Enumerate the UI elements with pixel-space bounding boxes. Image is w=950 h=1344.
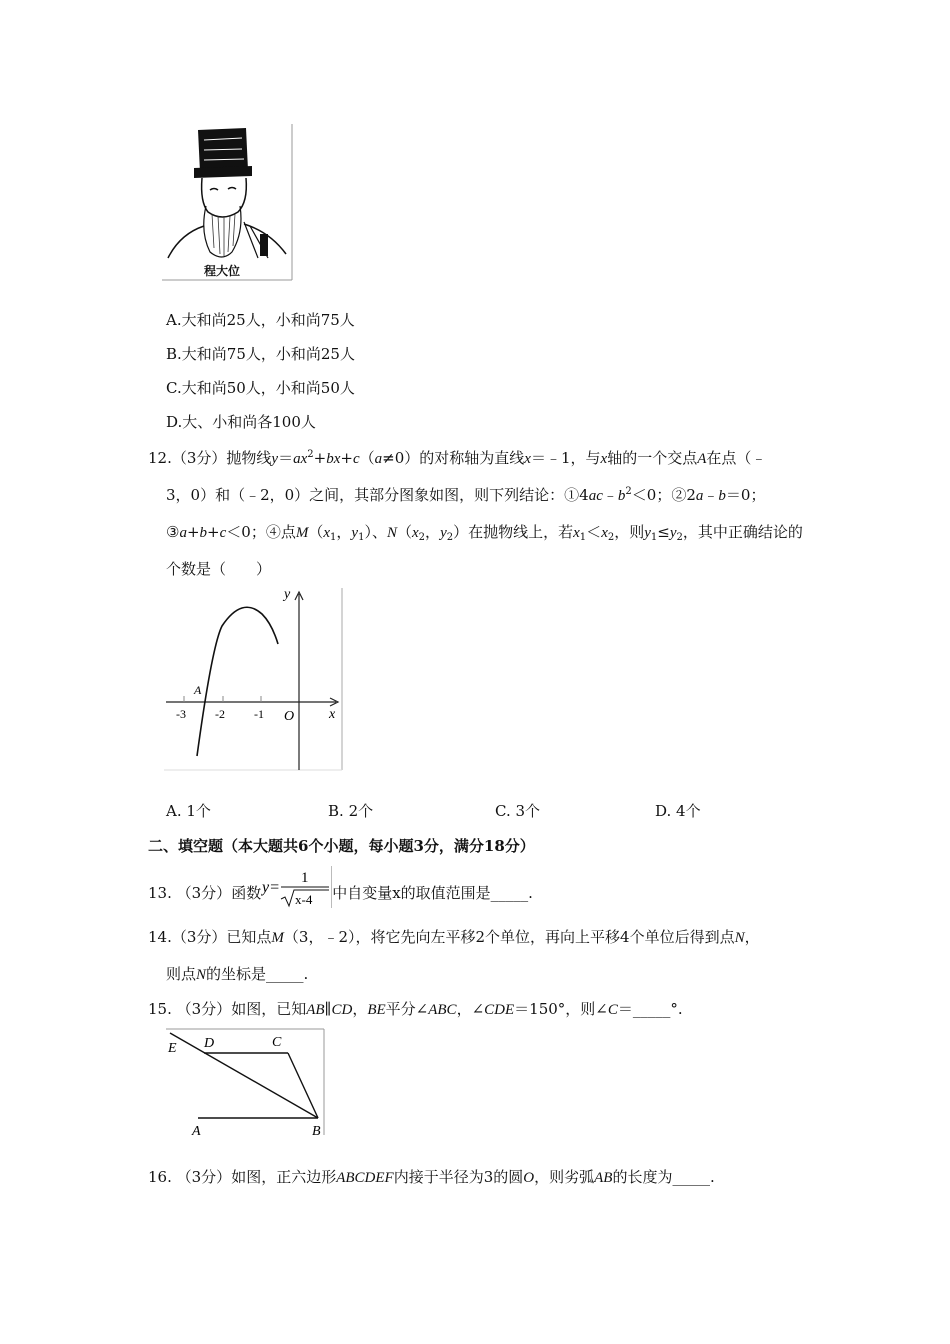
q11-option-b	[166, 344, 355, 364]
answer-blank: _____	[266, 965, 304, 983]
option-letter: C.	[495, 802, 511, 820]
option-text: 2个	[348, 802, 374, 820]
question-score: （3分）	[176, 1168, 232, 1186]
point-a-label: A	[194, 683, 202, 697]
option-text: 大、小和尚各100人	[182, 413, 316, 431]
q12-stem-line2: 3，0）和（﹣2，0）之间，其部分图象如图，则下列结论：$①4ac﹣b^2<0$；②2a﹣b＝0；	[166, 486, 766, 504]
formula-lhs: y=	[262, 879, 281, 896]
point-c-label: C	[272, 1035, 282, 1050]
tick-label: -1	[254, 707, 264, 721]
option-letter: D.	[655, 802, 672, 820]
q11-option-c	[166, 378, 355, 398]
q11-option-a	[166, 310, 355, 330]
answer-blank: （ ）	[211, 560, 272, 578]
answer-blank: _____	[490, 884, 529, 902]
q14-stem-line2: 则点N的坐标是_____.	[166, 965, 309, 983]
option-text: 大和尚50人，小和尚50人	[181, 379, 355, 397]
tick-label: -3	[176, 707, 186, 721]
section-heading: 二、填空题（本大题共6个小题，每小题3分，满分18分）	[148, 837, 535, 855]
q13-end: .	[528, 884, 533, 902]
parallel-lines-figure	[164, 1027, 326, 1139]
option-text: 大和尚25人，小和尚75人	[181, 311, 355, 329]
q12-option-c	[495, 801, 540, 821]
question-number: 13.	[148, 884, 172, 902]
q16-stem: 16. （3分）如图，正六边形ABCDEF内接于半径为3的圆O，则劣弧AB的长度为_____.	[148, 1168, 715, 1186]
option-text: 1个	[186, 802, 211, 820]
option-text: 大和尚75人，小和尚25人	[181, 345, 355, 363]
parabola-curve	[197, 607, 278, 756]
q11-option-d	[166, 412, 316, 432]
question-score: （3分）	[171, 928, 227, 946]
answer-blank: _____	[632, 1000, 671, 1018]
q15-stem: 15. （3分）如图，已知AB∥CD，BE平分∠ABC，∠CDE＝150°，则∠C＝_____°.	[148, 1000, 683, 1018]
portrait-caption: 程大位	[204, 264, 241, 278]
parabola-graph	[162, 586, 344, 772]
point-a-label: A	[192, 1124, 201, 1139]
q12-stem-line1: 12.（3分）抛物线$y=ax^2+bx+c(a\ne 0)$的对称轴为直线x＝﹣1，与x轴的一个交点A在点（﹣	[148, 449, 767, 467]
origin-label: O	[284, 709, 295, 724]
parabola-figure	[162, 586, 344, 772]
option-letter: B.	[166, 345, 182, 363]
formula-radicand: x-4	[295, 892, 313, 907]
option-letter: A.	[166, 802, 182, 820]
q13-stem	[148, 870, 533, 908]
x-axis-label: x	[329, 707, 336, 722]
question-number: 14.	[148, 928, 172, 946]
point-d-label: D	[204, 1036, 215, 1051]
tick-label: -2	[215, 707, 225, 721]
question-number: 15.	[148, 1000, 172, 1018]
q13-suffix: 中自变量x的取值范围是	[332, 884, 491, 902]
q14-stem-line1: 14.（3分）已知点M（3，﹣2），将它先向左平移2个单位，再向上平移4个单位后得到点N，	[148, 928, 760, 946]
q12-stem-line3: ③a+b+c＜0；④点$M(x_1$，$y_1$）、$N(x_2$，$y_2$）在抛物线上，若$x_1<x_2$，则$y_1\le y_2$，其中正确结论的	[166, 523, 803, 543]
option-letter: B.	[328, 802, 344, 820]
q12-stem-line4: 个数是（ ）	[166, 560, 272, 578]
q12-option-d	[655, 801, 701, 821]
option-text: 4个	[676, 802, 701, 820]
option-letter: D.	[166, 413, 183, 431]
option-text: 3个	[515, 802, 541, 820]
q12-option-b	[328, 801, 373, 821]
geometry-diagram	[164, 1027, 326, 1139]
point-b-label: B	[312, 1124, 321, 1139]
point-e-label: E	[168, 1041, 177, 1056]
portrait-drawing	[160, 122, 294, 282]
option-letter: A.	[166, 311, 182, 329]
question-number: 16.	[148, 1168, 172, 1186]
answer-blank: _____	[672, 1168, 710, 1186]
y-axis-label: y	[284, 587, 291, 602]
q13-formula	[261, 866, 332, 908]
segment-eb	[170, 1033, 318, 1118]
question-score: （3分）	[171, 449, 227, 467]
q12-option-a	[166, 801, 211, 821]
formula-numerator: 1	[301, 870, 309, 886]
option-letter: C.	[166, 379, 182, 397]
question-score: （3分）	[176, 884, 232, 902]
question-score: （3分）	[176, 1000, 232, 1018]
segment-cb	[288, 1053, 318, 1118]
portrait-figure	[160, 122, 294, 282]
question-number: 12.	[148, 449, 172, 467]
q13-prefix: 函数	[231, 884, 262, 902]
